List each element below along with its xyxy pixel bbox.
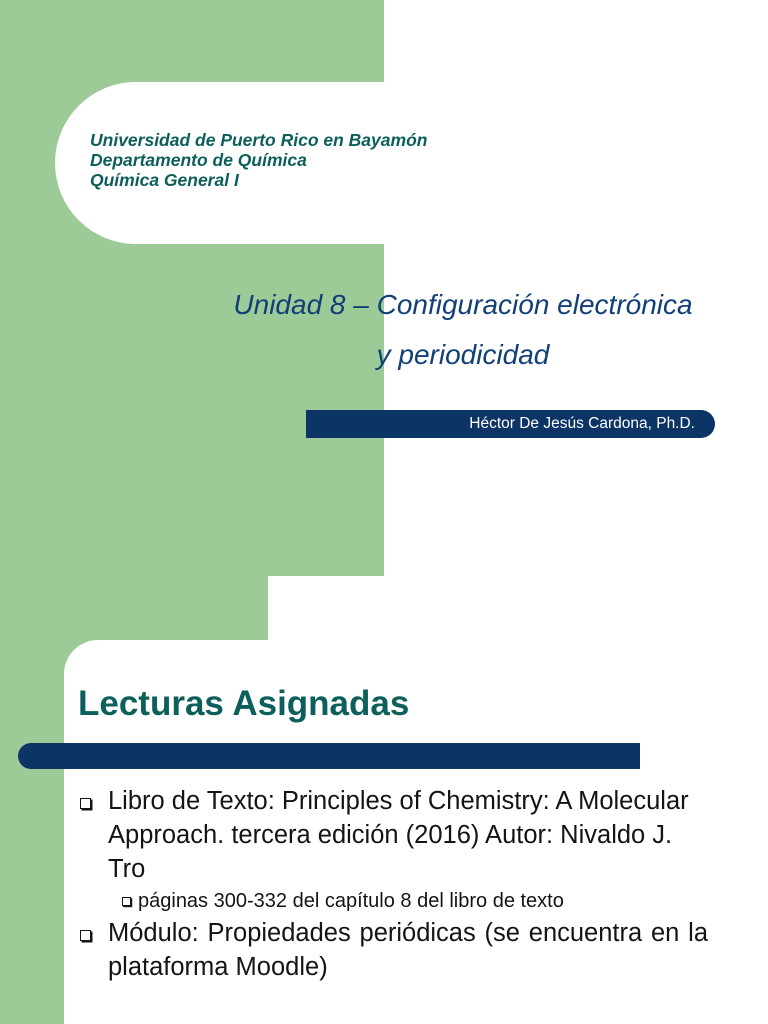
slide-title-line-2: y periodicidad	[376, 339, 550, 370]
checkbox-bullet-icon	[122, 897, 131, 906]
sub-bullet-text: páginas 300-332 del capítulo 8 del libro de texto	[138, 890, 564, 912]
university-name: Universidad de Puerto Rico en Bayamón	[90, 130, 428, 150]
author-name: Héctor De Jesús Cardona, Ph.D.	[469, 415, 695, 432]
readings-slide	[0, 576, 768, 1024]
department-name: Departamento de Química	[90, 150, 307, 170]
bullet-item-textbook	[78, 784, 708, 886]
organization-block	[90, 130, 427, 190]
bullet-text: Módulo: Propiedades periódicas (se encuentra en la plataforma Moodle)	[108, 919, 708, 981]
bullet-item-module	[78, 916, 708, 984]
course-name: Química General I	[90, 170, 239, 190]
slide-title-line-1: Unidad 8 – Configuración electrónica	[233, 289, 693, 320]
heading-underline-bar	[18, 743, 640, 769]
slide-title	[170, 280, 756, 380]
checkbox-bullet-icon	[80, 930, 91, 941]
bullet-text: Libro de Texto: Principles of Chemistry: A Molecular Approach. tercera edición (2016) Autor: Nivaldo J. Tro	[108, 787, 689, 883]
slide-heading: Lecturas Asignadas	[78, 684, 410, 723]
checkbox-bullet-icon	[80, 798, 91, 809]
bullet-list	[78, 784, 708, 984]
author-bar	[306, 410, 715, 438]
sub-bullet-item-pages	[78, 886, 708, 916]
